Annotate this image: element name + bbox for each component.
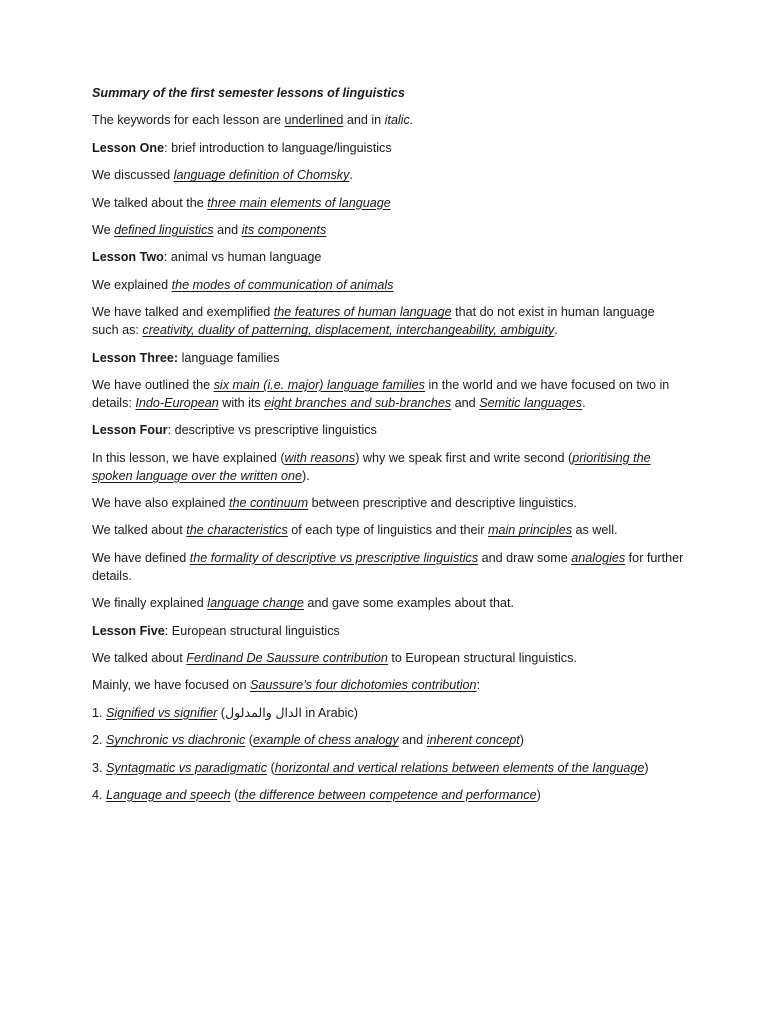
text: ) xyxy=(519,733,524,748)
keyword: the continuum xyxy=(229,496,309,511)
list-number: 1. xyxy=(92,705,107,720)
keyword: prioritising the spoken language over the written one xyxy=(92,450,651,483)
lesson-five-line xyxy=(92,649,684,667)
lesson-four-heading xyxy=(92,421,684,439)
text: We xyxy=(92,222,115,237)
text: as well. xyxy=(572,523,618,538)
list-number: 4. xyxy=(92,787,107,802)
keyword: main principles xyxy=(488,523,572,538)
text: We talked about xyxy=(92,651,187,666)
lesson-one-line xyxy=(92,166,684,184)
document-title: Summary of the first semester lessons of linguistics xyxy=(92,86,405,100)
lesson-four-line xyxy=(92,449,684,485)
intro-italic-word: italic. xyxy=(384,113,414,128)
lesson-subject: : European structural linguistics xyxy=(164,623,340,638)
keyword: Language and speech xyxy=(106,787,231,802)
keyword: its components xyxy=(241,222,327,237)
document-page xyxy=(92,84,684,813)
text: and draw some xyxy=(478,550,572,565)
dichotomy-list-item xyxy=(92,759,684,777)
keyword: Signified vs signifier xyxy=(106,705,218,720)
dichotomy-list-item xyxy=(92,731,684,749)
lesson-four-line xyxy=(92,521,684,539)
text: We talked about the xyxy=(92,195,208,210)
lesson-three-heading xyxy=(92,349,684,367)
text: and xyxy=(451,395,480,410)
keyword: the difference between competence and performance xyxy=(238,787,537,802)
intro-underlined-word: underlined xyxy=(284,113,344,128)
lesson-two-line xyxy=(92,303,684,339)
dichotomy-list-item xyxy=(92,704,684,722)
lesson-subject: : descriptive vs prescriptive linguistics xyxy=(167,423,377,438)
text: . xyxy=(554,323,558,338)
lesson-subject: : animal vs human language xyxy=(163,250,322,265)
keyword: with reasons xyxy=(284,450,356,465)
lesson-one-heading xyxy=(92,139,684,157)
keyword: the features of human language xyxy=(273,305,452,320)
text: . xyxy=(582,395,586,410)
text: in Arabic) xyxy=(301,705,358,720)
text: We have defined xyxy=(92,550,190,565)
keyword: three main elements of language xyxy=(207,195,391,210)
lesson-subject: : brief introduction to language/linguistics xyxy=(164,140,392,155)
text: ( xyxy=(217,705,226,720)
lesson-four-line xyxy=(92,594,684,612)
text: ) why we speak first and write second ( xyxy=(355,450,573,465)
keyword: horizontal and vertical relations between elements of the language xyxy=(274,760,645,775)
keyword: Syntagmatic vs paradigmatic xyxy=(106,760,268,775)
dichotomy-list-item xyxy=(92,786,684,804)
keyword: defined linguistics xyxy=(114,222,214,237)
keyword: the characteristics xyxy=(186,523,288,538)
text: We have talked and exemplified xyxy=(92,305,274,320)
lesson-heading-label: Lesson One xyxy=(92,140,165,155)
lesson-two-heading xyxy=(92,248,684,266)
keyword: the formality of descriptive vs prescriptive linguistics xyxy=(189,550,479,565)
lesson-one-line xyxy=(92,194,684,212)
keyword: Synchronic vs diachronic xyxy=(106,733,246,748)
text: that do not exist in human language such as: xyxy=(92,305,655,338)
keyword: language definition of Chomsky xyxy=(173,168,350,183)
keyword: analogies xyxy=(571,550,626,565)
keyword: eight branches and sub-branches xyxy=(264,395,452,410)
list-number: 3. xyxy=(92,760,107,775)
keyword: example of chess analogy xyxy=(253,733,399,748)
lesson-heading-label: Lesson Two xyxy=(92,250,164,265)
text: for further details. xyxy=(92,550,684,583)
lesson-three-line xyxy=(92,376,684,412)
keyword: language change xyxy=(207,596,304,611)
text: with its xyxy=(218,395,265,410)
text: ) xyxy=(644,760,649,775)
lesson-heading-label: Lesson Five xyxy=(92,623,165,638)
list-number: 2. xyxy=(92,733,107,748)
text: ( xyxy=(267,760,275,775)
text: to European structural linguistics. xyxy=(387,651,577,666)
keyword: Semitic languages xyxy=(479,395,583,410)
text: We discussed xyxy=(92,168,174,183)
lesson-two-line xyxy=(92,276,684,294)
arabic-text: الدال والمدلول xyxy=(225,705,302,720)
text: We finally explained xyxy=(92,596,208,611)
lesson-subject: language families xyxy=(178,350,280,365)
text: . xyxy=(349,168,353,183)
keyword: Saussure’s four dichotomies contribution xyxy=(249,678,477,693)
intro-paragraph xyxy=(92,111,684,129)
lesson-one-line xyxy=(92,221,684,239)
lesson-four-line xyxy=(92,494,684,512)
text: between prescriptive and descriptive linguistics. xyxy=(308,496,577,511)
lesson-heading-label: Lesson Three: xyxy=(92,350,179,365)
text: : xyxy=(476,678,481,693)
text: and gave some examples about that. xyxy=(303,596,514,611)
intro-text: and in xyxy=(343,113,385,128)
text: We explained xyxy=(92,277,172,292)
keyword: six main (i.e. major) language families xyxy=(213,377,425,392)
lesson-five-heading xyxy=(92,622,684,640)
text: In this lesson, we have explained ( xyxy=(92,450,285,465)
text: ). xyxy=(302,468,310,483)
text: and xyxy=(398,733,427,748)
keyword: Indo-European xyxy=(135,395,219,410)
text: We have outlined the xyxy=(92,377,214,392)
intro-text: The keywords for each lesson are xyxy=(92,113,285,128)
text: ( xyxy=(230,787,239,802)
text: ) xyxy=(536,787,541,802)
lesson-four-line xyxy=(92,549,684,585)
keyword: Ferdinand De Saussure contribution xyxy=(186,651,388,666)
text: Mainly, we have focused on xyxy=(92,678,250,693)
text: of each type of linguistics and their xyxy=(287,523,488,538)
text: We talked about xyxy=(92,523,187,538)
text: in the world and we have focused on two in details: xyxy=(92,377,670,410)
text: and xyxy=(213,222,242,237)
lesson-heading-label: Lesson Four xyxy=(92,423,168,438)
text: ( xyxy=(245,733,254,748)
keyword: the modes of communication of animals xyxy=(171,277,394,292)
lesson-five-line xyxy=(92,676,684,694)
keyword: creativity, duality of patterning, displacement, interchangeability, ambiguity xyxy=(142,323,555,338)
text: We have also explained xyxy=(92,496,229,511)
keyword: inherent concept xyxy=(426,733,520,748)
